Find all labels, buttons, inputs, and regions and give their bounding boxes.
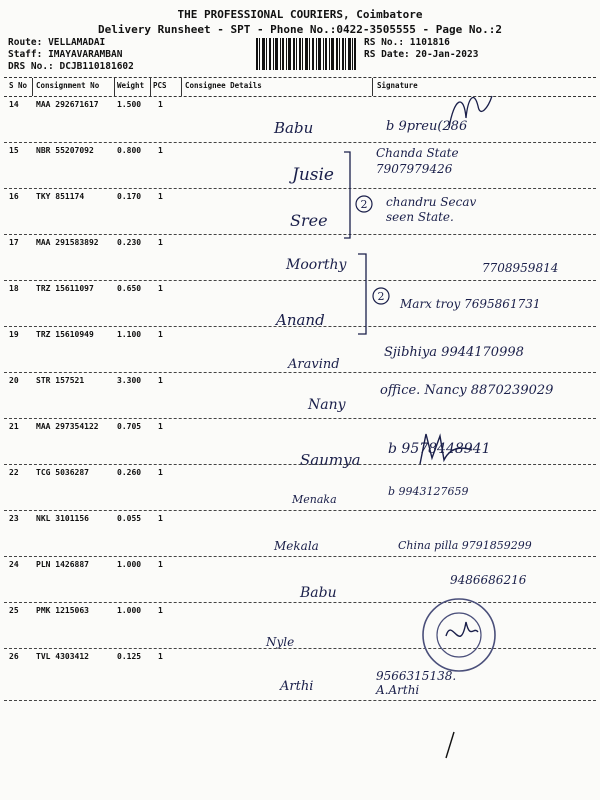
col-header-signature: Signature (377, 81, 418, 90)
table-row (4, 649, 596, 701)
route-value: VELLAMADAI (48, 37, 106, 48)
weight: 1.000 (117, 606, 142, 615)
table-row (4, 557, 596, 603)
table-row (4, 235, 596, 281)
sno: 26 (9, 652, 19, 661)
table-row (4, 373, 596, 419)
sno: 21 (9, 422, 19, 431)
sno: 24 (9, 560, 19, 569)
sno: 20 (9, 376, 19, 385)
signature-handwriting: office. Nancy 8870239029 (380, 383, 554, 398)
sno: 25 (9, 606, 19, 615)
consignee-handwriting: Jusie (292, 165, 334, 185)
table-row (4, 327, 596, 373)
col-header-pcs: PCS (153, 81, 167, 90)
pcs: 1 (158, 422, 163, 431)
signature-handwriting: Chanda State 7907979426 (376, 146, 459, 176)
runsheet-title: Delivery Runsheet - SPT - Phone No.:0422-3505555 - Page No.:2 (98, 23, 502, 36)
signature-scribble (416, 428, 476, 468)
consignee-handwriting: Menaka (292, 493, 337, 506)
table-row (4, 281, 596, 327)
signature-handwriting: b 9preu(286 (386, 119, 468, 134)
table-row (4, 603, 596, 649)
consignment-no: TRZ 15610949 (36, 330, 94, 339)
weight: 0.650 (117, 284, 142, 293)
signature-scribble (444, 88, 504, 132)
signature-handwriting: Sjibhiya 9944170998 (384, 345, 524, 360)
table-row (4, 143, 596, 189)
consignee-handwriting: Saumya (300, 451, 361, 469)
weight: 0.170 (117, 192, 142, 201)
consignment-no: TVL 4303412 (36, 652, 89, 661)
col-header-consignee: Consignee Details (185, 81, 262, 90)
rs-date-label: RS Date: (364, 49, 410, 60)
consignment-no: MAA 292671617 (36, 100, 99, 109)
col-divider (32, 78, 33, 96)
rs-no-value: 1101816 (409, 37, 450, 48)
consignment-no: MAA 297354122 (36, 422, 99, 431)
pcs: 1 (158, 330, 163, 339)
consignment-no: TRZ 15611097 (36, 284, 94, 293)
pcs: 1 (158, 514, 163, 523)
group-mark: 2 (377, 290, 385, 303)
signature-handwriting: 7708959814 (482, 261, 559, 275)
consignee-handwriting: Babu (300, 585, 337, 601)
drs-line (8, 61, 134, 72)
consignee-handwriting: Sree (290, 211, 328, 230)
rs-date-value: 20-Jan-2023 (415, 49, 479, 60)
consignee-handwriting: Nany (308, 397, 346, 413)
pcs: 1 (158, 238, 163, 247)
col-divider (372, 78, 373, 96)
col-header-consignment: Consignment No (36, 81, 100, 90)
col-divider (150, 78, 151, 96)
weight: 3.300 (117, 376, 142, 385)
route-label: Route: (8, 37, 43, 48)
weight: 1.000 (117, 560, 142, 569)
weight: 0.260 (117, 468, 142, 477)
sno: 22 (9, 468, 19, 477)
pcs: 1 (158, 100, 163, 109)
weight: 0.800 (117, 146, 142, 155)
consignee-handwriting: Mekala (274, 539, 319, 553)
rs-no-line (364, 37, 450, 48)
weight: 0.125 (117, 652, 142, 661)
sno: 17 (9, 238, 19, 247)
sno: 18 (9, 284, 19, 293)
weight: 1.100 (117, 330, 142, 339)
header-rule-top (4, 77, 596, 78)
table-row (4, 465, 596, 511)
pcs: 1 (158, 468, 163, 477)
company-seal-stamp (420, 596, 498, 674)
consignment-no: STR 157521 (36, 376, 85, 385)
weight: 0.705 (117, 422, 142, 431)
sno: 15 (9, 146, 19, 155)
table-row (4, 97, 596, 143)
consignment-no: NBR 55207092 (36, 146, 94, 155)
signature-handwriting: b 9943127659 (388, 485, 469, 498)
consignment-no: MAA 291583892 (36, 238, 99, 247)
group-bracket-2 (354, 252, 394, 336)
route-line (8, 37, 105, 48)
consignee-handwriting: Moorthy (286, 257, 347, 273)
signature-handwriting: China pilla 9791859299 (398, 539, 532, 552)
col-header-sno: S No (9, 81, 28, 90)
col-header-weight: Weight (117, 81, 145, 90)
company-name: THE PROFESSIONAL COURIERS, Coimbatore (177, 8, 423, 21)
group-mark: 2 (360, 198, 368, 211)
rs-no-label: RS No.: (364, 37, 405, 48)
pcs: 1 (158, 652, 163, 661)
consignment-no: PMK 1215063 (36, 606, 89, 615)
signature-handwriting: Marx troy 7695861731 (400, 297, 541, 311)
col-divider (181, 78, 182, 96)
consignment-no: PLN 1426887 (36, 560, 89, 569)
pcs: 1 (158, 376, 163, 385)
pcs: 1 (158, 146, 163, 155)
pcs: 1 (158, 560, 163, 569)
signature-handwriting: b 9578448941 (388, 441, 491, 457)
signature-handwriting: chandru Secav seen State. (386, 195, 477, 224)
sno: 14 (9, 100, 19, 109)
table-row (4, 419, 596, 469)
drs-label: DRS No.: (8, 61, 54, 72)
consignment-no: TKY 851174 (36, 192, 85, 201)
pcs: 1 (158, 606, 163, 615)
weight: 1.500 (117, 100, 142, 109)
signature-handwriting: 9486686216 (450, 573, 527, 587)
staff-label: Staff: (8, 49, 43, 60)
consignee-handwriting: Aravind (288, 357, 340, 372)
pcs: 1 (158, 284, 163, 293)
table-row (4, 511, 596, 557)
staff-line (8, 49, 122, 60)
consignment-no: TCG 5036287 (36, 468, 89, 477)
staff-value: IMAYAVARAMBAN (48, 49, 123, 60)
col-divider (114, 78, 115, 96)
consignee-handwriting: Anand (276, 311, 325, 329)
sno: 23 (9, 514, 19, 523)
barcode (256, 38, 356, 70)
weight: 0.230 (117, 238, 142, 247)
pcs: 1 (158, 192, 163, 201)
sno: 19 (9, 330, 19, 339)
sno: 16 (9, 192, 19, 201)
rs-date-line (364, 49, 478, 60)
consignee-handwriting: Babu (274, 119, 314, 137)
group-bracket-1 (340, 150, 380, 240)
signature-handwriting: 9566315138. A.Arthi (376, 669, 457, 697)
consignment-no: NKL 3101156 (36, 514, 89, 523)
table-row (4, 189, 596, 235)
weight: 0.055 (117, 514, 142, 523)
consignee-handwriting: Nyle (266, 635, 295, 649)
consignee-handwriting: Arthi (280, 679, 314, 694)
pen-mark (440, 730, 460, 760)
drs-value: DCJB110181602 (59, 61, 134, 72)
